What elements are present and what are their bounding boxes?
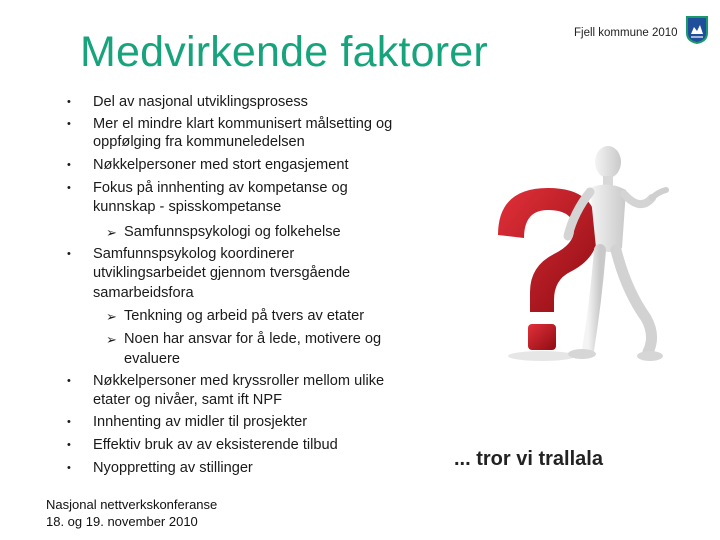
sub-list-item: Tenkning og arbeid på tvers av etater xyxy=(124,308,365,324)
list-item: oppfølging fra kommuneledelsen xyxy=(93,134,305,150)
question-mark-mannequin-icon xyxy=(470,140,710,390)
footer-line: Nasjonal nettverkskonferanse xyxy=(46,497,218,512)
list-item: Del av nasjonal utviklingsprosess xyxy=(93,94,308,110)
bullet-marker: • xyxy=(67,182,71,194)
list-item: Nyoppretting av stillinger xyxy=(93,460,253,476)
bullet-marker: • xyxy=(67,416,71,428)
slide-title: Medvirkende faktorer xyxy=(80,28,488,76)
sub-list-item: evaluere xyxy=(124,351,180,367)
organization-label: Fjell kommune 2010 xyxy=(574,27,678,39)
list-item: Fokus på innhenting av kompetanse og xyxy=(93,180,348,196)
list-item: Nøkkelpersoner med stort engasjement xyxy=(93,157,349,173)
bullet-marker: • xyxy=(67,248,71,260)
bullet-marker: • xyxy=(67,159,71,171)
bullet-marker: • xyxy=(67,439,71,451)
arrow-bullet-icon: ➢ xyxy=(106,309,117,324)
bullet-marker: • xyxy=(67,375,71,387)
list-item: Effektiv bruk av av eksisterende tilbud xyxy=(93,437,338,453)
list-item: Samfunnspsykolog koordinerer xyxy=(93,246,295,262)
list-item: samarbeidsfora xyxy=(93,285,194,301)
list-item: Nøkkelpersoner med kryssroller mellom ulike xyxy=(93,373,385,389)
arrow-bullet-icon: ➢ xyxy=(106,332,117,347)
sub-list-item: Noen har ansvar for å lede, motivere og xyxy=(124,331,382,347)
footer-line: 18. og 19. november 2010 xyxy=(46,514,198,529)
bullet-marker: • xyxy=(67,96,71,108)
list-item: kunnskap - spisskompetanse xyxy=(93,199,282,215)
tagline: ... tror vi trallala xyxy=(454,448,603,470)
municipal-crest-icon xyxy=(685,15,709,45)
footer xyxy=(46,496,217,530)
list-item: Mer el mindre klart kommunisert målsetting og xyxy=(93,116,393,132)
arrow-bullet-icon: ➢ xyxy=(106,225,117,240)
bullet-marker: • xyxy=(67,462,71,474)
sub-list-item: Samfunnspsykologi og folkehelse xyxy=(124,224,341,240)
bullet-marker: • xyxy=(67,118,71,130)
list-item: etater og nivåer, samt ift NPF xyxy=(93,392,282,408)
list-item: utviklingsarbeidet gjennom tversgående xyxy=(93,265,351,281)
list-item: Innhenting av midler til prosjekter xyxy=(93,414,308,430)
